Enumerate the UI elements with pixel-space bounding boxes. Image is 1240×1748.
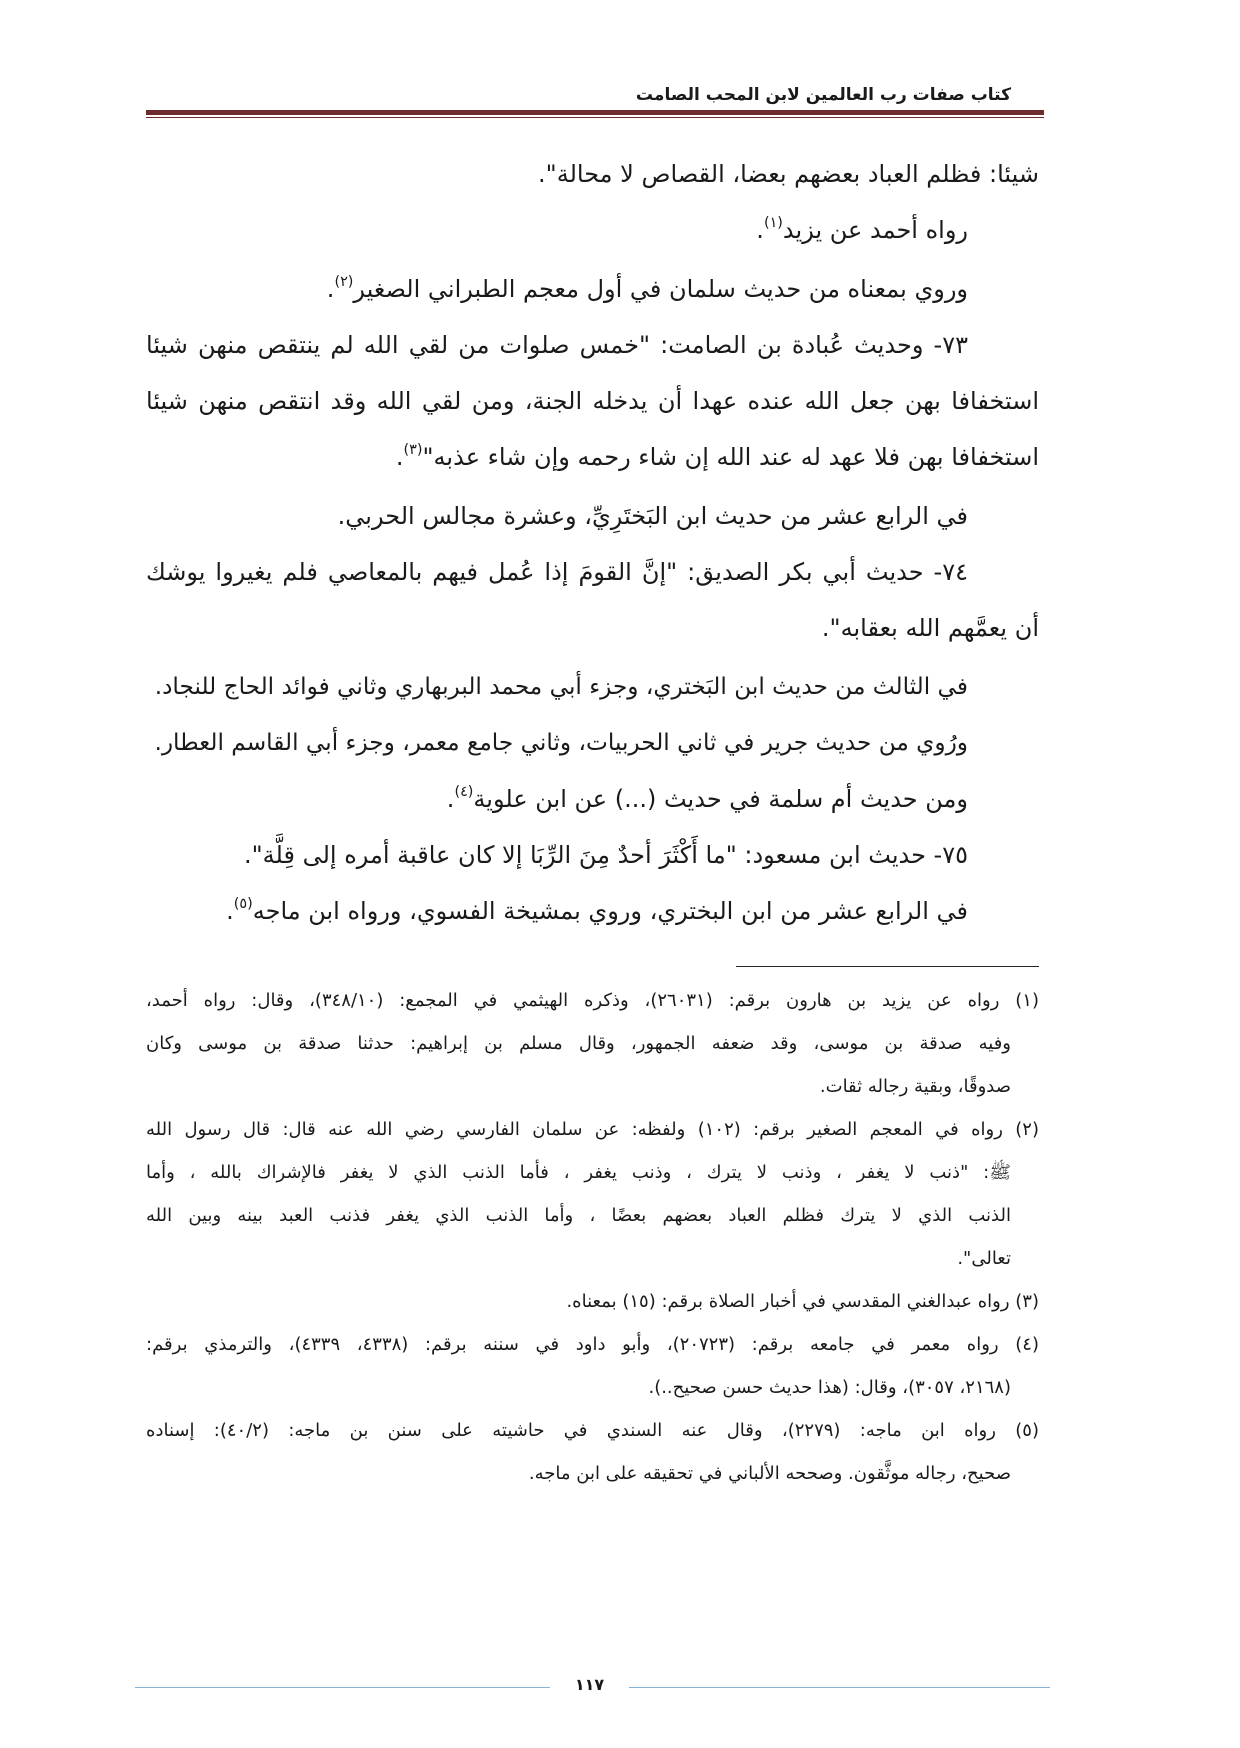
text-line <box>146 429 1039 485</box>
footnote-reference: (٤) <box>454 784 474 801</box>
line-content: (٢) رواه في المعجم الصغير برقم: (١٠٢) ولفظه: عن سلمان الفارسي رضي الله عنه قال: قال رسول الله <box>146 1119 1039 1140</box>
line-content: استخفافا بهن جعل الله عنده عهدا أن يدخله الجنة، ومن لقي الله وقد انتقص منهن شيئا <box>146 387 1039 415</box>
footnote-2 <box>146 1108 1039 1280</box>
page-number: ١١٧ <box>574 1675 605 1694</box>
footnote-line <box>146 1022 1039 1065</box>
line-content: شيئا: فظلم العباد بعضهم بعضا، القصاص لا محالة". <box>538 160 1039 188</box>
line-content <box>756 202 968 258</box>
footnote-line <box>146 1366 1039 1409</box>
footnote-line <box>146 979 1039 1022</box>
text-line <box>146 261 1039 317</box>
footnote-line <box>146 1108 1039 1151</box>
line-punctuation: . <box>756 216 764 244</box>
line-content <box>226 883 968 939</box>
line-content: (٢١٦٨، ٣٠٥٧)، وقال: (هذا حديث حسن صحيح..). <box>648 1377 1011 1398</box>
line-content: أن يعمَّهم الله بعقابه". <box>821 614 1039 642</box>
footnote-line <box>146 1409 1039 1452</box>
footnote-1 <box>146 979 1039 1108</box>
line-content: تعالى". <box>957 1248 1011 1269</box>
footnote-line <box>146 1151 1039 1194</box>
line-text: ومن حديث أم سلمة في حديث (...) عن ابن علوية <box>473 785 968 813</box>
text-line <box>146 883 1039 939</box>
line-content: (٣) رواه عبدالغني المقدسي في أخبار الصلاة برقم: (١٥) بمعناه. <box>566 1291 1039 1312</box>
line-content: صحيح، رجاله موثَّقون. وصححه الألباني في تحقيقه على ابن ماجه. <box>528 1463 1011 1484</box>
line-content: (٤) رواه معمر في جامعه برقم: (٢٠٧٢٣)، وأبو داود في سننه برقم: (٤٣٣٨، ٤٣٣٩)، والترمذي برقم: <box>146 1334 1039 1355</box>
footnote-5 <box>146 1409 1039 1495</box>
line-punctuation: . <box>226 897 234 925</box>
line-content <box>327 261 968 317</box>
footnote-line <box>146 1452 1039 1495</box>
line-text: استخفافا بهن فلا عهد له عند الله إن شاء رحمه وإن شاء عذبه" <box>422 443 1039 471</box>
footnote-separator <box>736 966 1039 967</box>
footnotes <box>146 979 1039 1495</box>
footer-rule-left <box>135 1687 550 1688</box>
line-content <box>396 429 1039 485</box>
line-text: رواه أحمد عن يزيد <box>782 216 968 244</box>
line-content: ﷺ: "ذنب لا يغفر ، وذنب لا يترك ، وذنب يغفر ، فأما الذنب الذي لا يغفر فالإشراك بالله ، وأما <box>146 1162 1011 1183</box>
footnote-4 <box>146 1323 1039 1409</box>
line-content: (٥) رواه ابن ماجه: (٢٢٧٩)، وقال عنه السندي في حاشيته على سنن بن ماجه: (٤٠/٢): إسناده <box>146 1420 1039 1441</box>
line-punctuation: . <box>326 275 335 303</box>
text-line <box>146 317 1039 373</box>
text-line <box>146 600 1039 656</box>
line-punctuation: . <box>395 443 404 471</box>
footnote-reference: (٢) <box>334 274 354 291</box>
running-header-title: كتاب صفات رب العالمين لابن المحب الصامت <box>635 85 1011 105</box>
footnote-line <box>146 1194 1039 1237</box>
footer-rule-right <box>629 1687 1050 1688</box>
footnote-reference: (٥) <box>233 896 253 913</box>
line-content: ٧٤- حديث أبي بكر الصديق: "إنَّ القومَ إذا عُمل فيهم بالمعاصي فلم يغيروا يوشك <box>146 558 968 586</box>
text-line <box>146 544 1039 600</box>
header-rule <box>146 110 1044 118</box>
main-text <box>146 146 1039 939</box>
footnote-line <box>146 1065 1039 1108</box>
line-content <box>447 771 968 827</box>
line-content: (١) رواه عن يزيد بن هارون برقم: (٢٦٠٣١)، وذكره الهيثمي في المجمع: (٣٤٨/١٠)، وقال: رواه أحمد، <box>145 990 1039 1011</box>
line-content: ورُوي من حديث جرير في ثاني الحربيات، وثاني جامع معمر، وجزء أبي القاسم العطار. <box>154 729 968 756</box>
footnote-line <box>146 1323 1039 1366</box>
text-line <box>146 827 1039 883</box>
line-text: وروي بمعناه من حديث سلمان في أول معجم الطبراني الصغير <box>353 275 968 303</box>
text-line <box>146 715 1039 771</box>
line-content: ٧٣- وحديث عُبادة بن الصامت: "خمس صلوات من لقي الله لم ينتقص منهن شيئا <box>146 331 968 359</box>
footnote-line <box>146 1237 1039 1280</box>
text-line <box>146 202 1039 258</box>
line-content: صدوقًا، وبقية رجاله ثقات. <box>819 1076 1011 1097</box>
footnote-reference: (٣) <box>403 442 423 459</box>
text-line <box>146 373 1039 429</box>
line-content: في الثالث من حديث ابن البَختري، وجزء أبي محمد البربهاري وثاني فوائد الحاج للنجاد. <box>154 673 968 700</box>
text-line <box>146 488 1039 544</box>
line-text: في الرابع عشر من ابن البختري، وروي بمشيخة الفسوي، ورواه ابن ماجه <box>252 897 968 925</box>
line-content: في الرابع عشر من حديث ابن البَختَرِيِّ، وعشرة مجالس الحربي. <box>337 502 968 530</box>
footnote-line <box>146 1280 1039 1323</box>
text-line <box>146 659 1039 715</box>
line-content: ٧٥- حديث ابن مسعود: "ما أَكْثَرَ أحدٌ مِنَ الرِّبَا إلا كان عاقبة أمره إلى قِلَّة". <box>244 841 968 869</box>
text-line <box>146 146 1039 202</box>
line-punctuation: . <box>446 785 455 813</box>
footnote-reference: (١) <box>763 215 783 232</box>
line-content: وفيه صدقة بن موسى، وقد ضعفه الجمهور، وقال مسلم بن إبراهيم: حدثنا صدقة بن موسى وكان <box>146 1033 1011 1054</box>
line-content: الذنب الذي لا يترك فظلم العباد بعضهم بعضًا ، وأما الذنب الذي يغفر فذنب العبد بينه وبين الله <box>146 1205 1011 1226</box>
footnote-3 <box>146 1280 1039 1323</box>
text-line <box>146 771 1039 827</box>
